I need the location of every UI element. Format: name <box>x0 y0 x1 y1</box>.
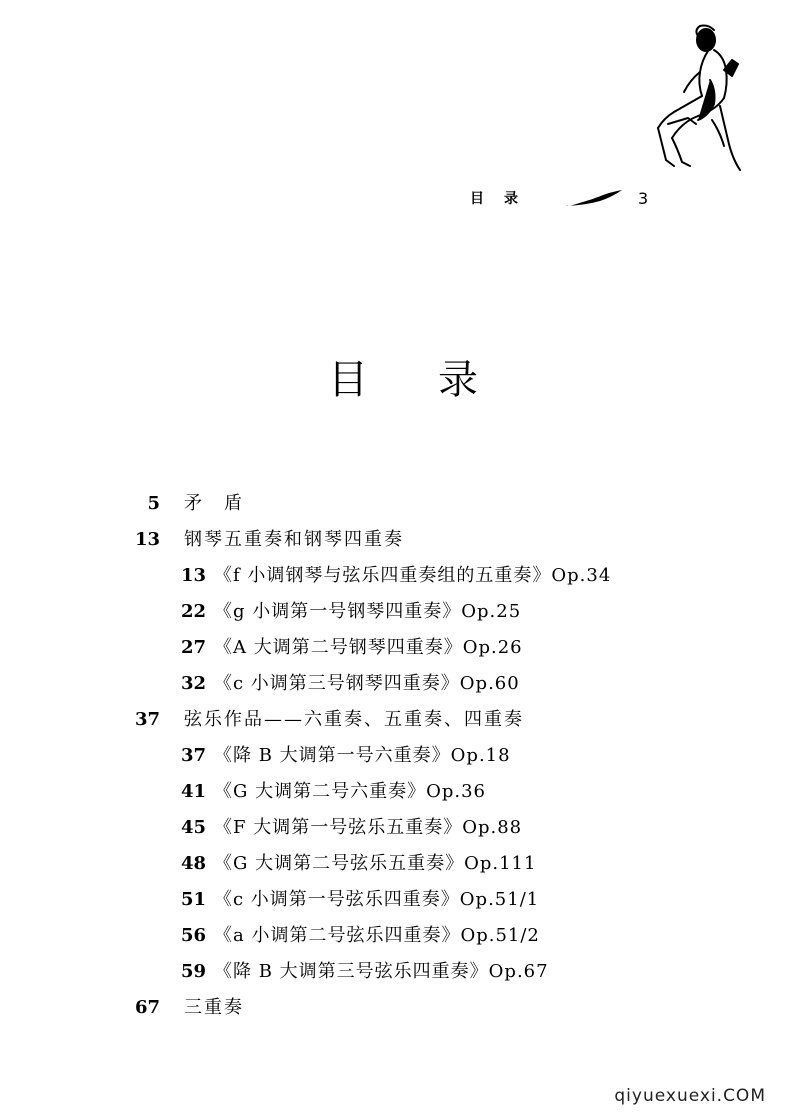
toc-entry-title: 三重奏 <box>184 997 244 1018</box>
toc-entry[interactable] <box>0 738 794 774</box>
toc-entry[interactable] <box>0 522 794 558</box>
toc-entry-title: 《G 大调第二号六重奏》Op.36 <box>214 781 487 802</box>
toc-page-number: 13 <box>134 529 160 550</box>
seated-cellist-illustration-icon <box>628 20 746 176</box>
toc-entry[interactable] <box>0 774 794 810</box>
toc-entry-title: 《c 小调第一号弦乐四重奏》Op.51/1 <box>214 889 540 910</box>
toc-page-number: 67 <box>134 997 160 1018</box>
page-number: 3 <box>638 189 649 208</box>
toc-entry-title: 矛 盾 <box>184 493 244 514</box>
table-of-contents <box>0 486 794 1026</box>
toc-page-number: 41 <box>180 781 206 802</box>
toc-entry-title: 《G 大调第二号弦乐五重奏》Op.111 <box>214 853 537 874</box>
toc-entry[interactable] <box>0 666 794 702</box>
toc-page-number: 59 <box>180 961 206 982</box>
toc-page-number: 22 <box>180 601 206 622</box>
toc-entry[interactable] <box>0 882 794 918</box>
running-head-title: 目录 <box>470 191 538 207</box>
toc-entry-title: 《g 小调第一号钢琴四重奏》Op.25 <box>214 601 522 622</box>
toc-entry[interactable] <box>0 918 794 954</box>
toc-page-number: 37 <box>180 745 206 766</box>
toc-page-number: 32 <box>180 673 206 694</box>
toc-entry-title: 《a 小调第二号弦乐四重奏》Op.51/2 <box>214 925 540 946</box>
toc-entry-title: 《F 大调第一号弦乐五重奏》Op.88 <box>214 817 523 838</box>
toc-entry[interactable] <box>0 954 794 990</box>
toc-page-number: 45 <box>180 817 206 838</box>
toc-entry[interactable] <box>0 990 794 1026</box>
toc-page-number: 48 <box>180 853 206 874</box>
toc-entry[interactable] <box>0 486 794 522</box>
running-head <box>470 186 670 212</box>
toc-page-number: 37 <box>134 709 160 730</box>
quill-icon <box>564 188 624 208</box>
toc-entry[interactable] <box>0 594 794 630</box>
toc-page-number: 56 <box>180 925 206 946</box>
toc-page-number: 27 <box>180 637 206 658</box>
toc-entry-title: 《降 B 大调第一号六重奏》Op.18 <box>214 745 511 766</box>
toc-entry-title: 《f 小调钢琴与弦乐四重奏组的五重奏》Op.34 <box>214 565 612 586</box>
toc-entry-title: 弦乐作品——六重奏、五重奏、四重奏 <box>184 709 524 730</box>
toc-entry-title: 《c 小调第三号钢琴四重奏》Op.60 <box>214 673 520 694</box>
toc-entry-title: 钢琴五重奏和钢琴四重奏 <box>184 529 404 550</box>
toc-entry[interactable] <box>0 810 794 846</box>
toc-page-number: 51 <box>180 889 206 910</box>
toc-entry[interactable] <box>0 702 794 738</box>
toc-page-number: 5 <box>147 493 160 514</box>
page-title: 目录 <box>328 357 548 403</box>
toc-entry[interactable] <box>0 630 794 666</box>
toc-entry[interactable] <box>0 558 794 594</box>
watermark: qiyuexuexi.COM <box>614 1086 766 1106</box>
toc-page-number: 13 <box>180 565 206 586</box>
toc-entry-title: 《A 大调第二号钢琴四重奏》Op.26 <box>214 637 523 658</box>
toc-entry[interactable] <box>0 846 794 882</box>
toc-entry-title: 《降 B 大调第三号弦乐四重奏》Op.67 <box>214 961 549 982</box>
